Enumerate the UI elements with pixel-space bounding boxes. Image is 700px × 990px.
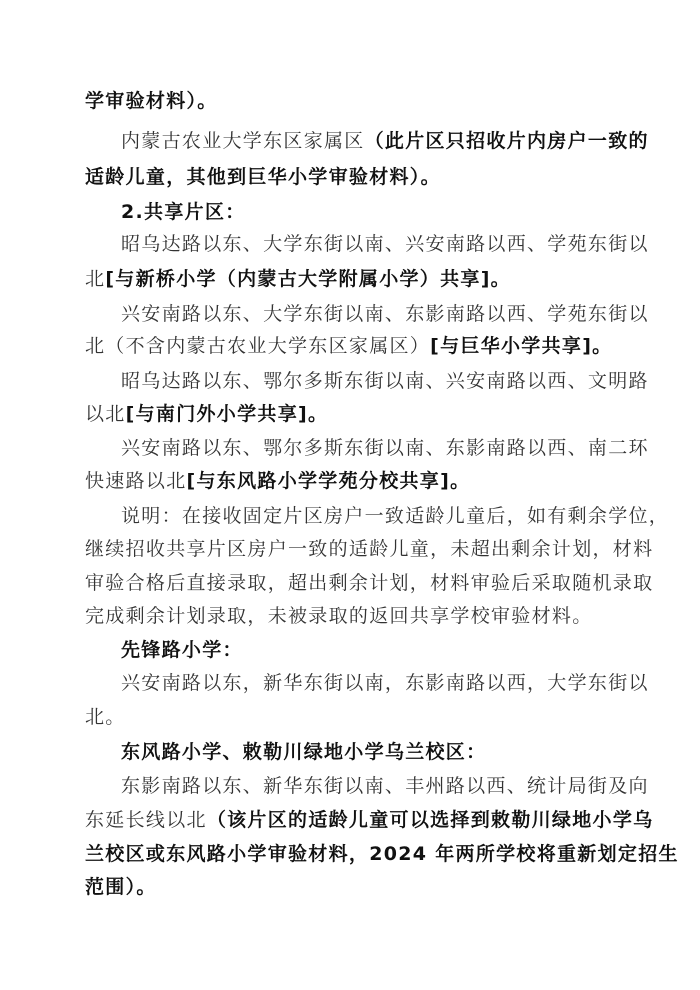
- bold-text: [与巨华小学共享]。: [430, 335, 613, 357]
- text-line: [121, 126, 649, 156]
- bold-text: [与南门外小学共享]。: [125, 403, 329, 425]
- text-segment: 北（不含内蒙古农业大学东区家属区）: [85, 335, 431, 357]
- bold-text: 东风路小学、敕勒川绿地小学乌兰校区：: [121, 741, 487, 763]
- text-line: [85, 399, 328, 429]
- bold-text: 适龄儿童，其他到巨华小学审验材料）。: [85, 166, 441, 188]
- text-line: [85, 466, 470, 496]
- text-line: [121, 771, 649, 801]
- bold-text: 兰校区或东风路小学审验材料，2024 年两所学校将重新划定招生: [85, 843, 679, 865]
- bold-text: [与新桥小学（内蒙古大学附属小学）共享]。: [105, 268, 511, 290]
- text-line: [85, 162, 441, 192]
- text-line: [85, 331, 612, 361]
- bold-text: （此片区只招收片内房户一致的: [364, 130, 649, 152]
- section-heading: [121, 737, 486, 767]
- text-segment: 以北: [85, 403, 126, 425]
- text-line: [85, 264, 511, 294]
- section-heading: [121, 635, 243, 665]
- text-segment: 北。: [85, 706, 126, 728]
- text-line: [85, 534, 653, 564]
- text-line: [85, 805, 653, 835]
- text-segment: 说明：在接收固定片区房户一致适龄儿童后，如有剩余学位，: [121, 505, 670, 527]
- text-line: [121, 668, 649, 698]
- section-heading: [121, 197, 246, 227]
- text-line: [85, 872, 157, 902]
- text-line: [85, 601, 593, 631]
- text-segment: 继续招收共享片区房户一致的适龄儿童，未超出剩余计划，材料: [85, 538, 654, 560]
- bold-text: 先锋路小学：: [121, 639, 243, 661]
- text-line: [121, 366, 649, 396]
- bold-text: 学审验材料）。: [85, 90, 218, 112]
- text-segment: 内蒙古农业大学东区家属区: [121, 130, 365, 152]
- text-segment: 兴安南路以东、大学东街以南、东影南路以西、学苑东街以: [121, 303, 649, 325]
- bold-text: （该片区的适龄儿童可以选择到敕勒川绿地小学乌: [206, 809, 654, 831]
- bold-text: 2.共享片区：: [121, 201, 246, 223]
- text-line: [121, 433, 649, 463]
- text-segment: 东影南路以东、新华东街以南、丰州路以西、统计局街及向: [121, 775, 649, 797]
- text-line: [121, 229, 649, 259]
- text-line: [85, 86, 218, 116]
- text-segment: 兴安南路以东、鄂尔多斯东街以南、东影南路以西、南二环: [121, 437, 649, 459]
- text-segment: 昭乌达路以东、鄂尔多斯东街以南、兴安南路以西、文明路: [121, 370, 649, 392]
- text-line: [121, 299, 649, 329]
- bold-text: 范围）。: [85, 876, 157, 898]
- text-segment: 完成剩余计划录取，未被录取的返回共享学校审验材料。: [85, 605, 593, 627]
- text-segment: 北: [85, 268, 106, 290]
- text-line: [121, 501, 669, 531]
- text-segment: 审验合格后直接录取，超出剩余计划，材料审验后采取随机录取: [85, 572, 654, 594]
- bold-text: [与东风路小学学苑分校共享]。: [186, 470, 471, 492]
- text-segment: 东延长线以北: [85, 809, 207, 831]
- text-line: [85, 568, 653, 598]
- text-line: [85, 839, 679, 869]
- text-line: [85, 702, 126, 732]
- text-segment: 兴安南路以东，新华东街以南，东影南路以西，大学东街以: [121, 672, 649, 694]
- text-segment: 快速路以北: [85, 470, 187, 492]
- text-segment: 昭乌达路以东、大学东街以南、兴安南路以西、学苑东街以: [121, 233, 649, 255]
